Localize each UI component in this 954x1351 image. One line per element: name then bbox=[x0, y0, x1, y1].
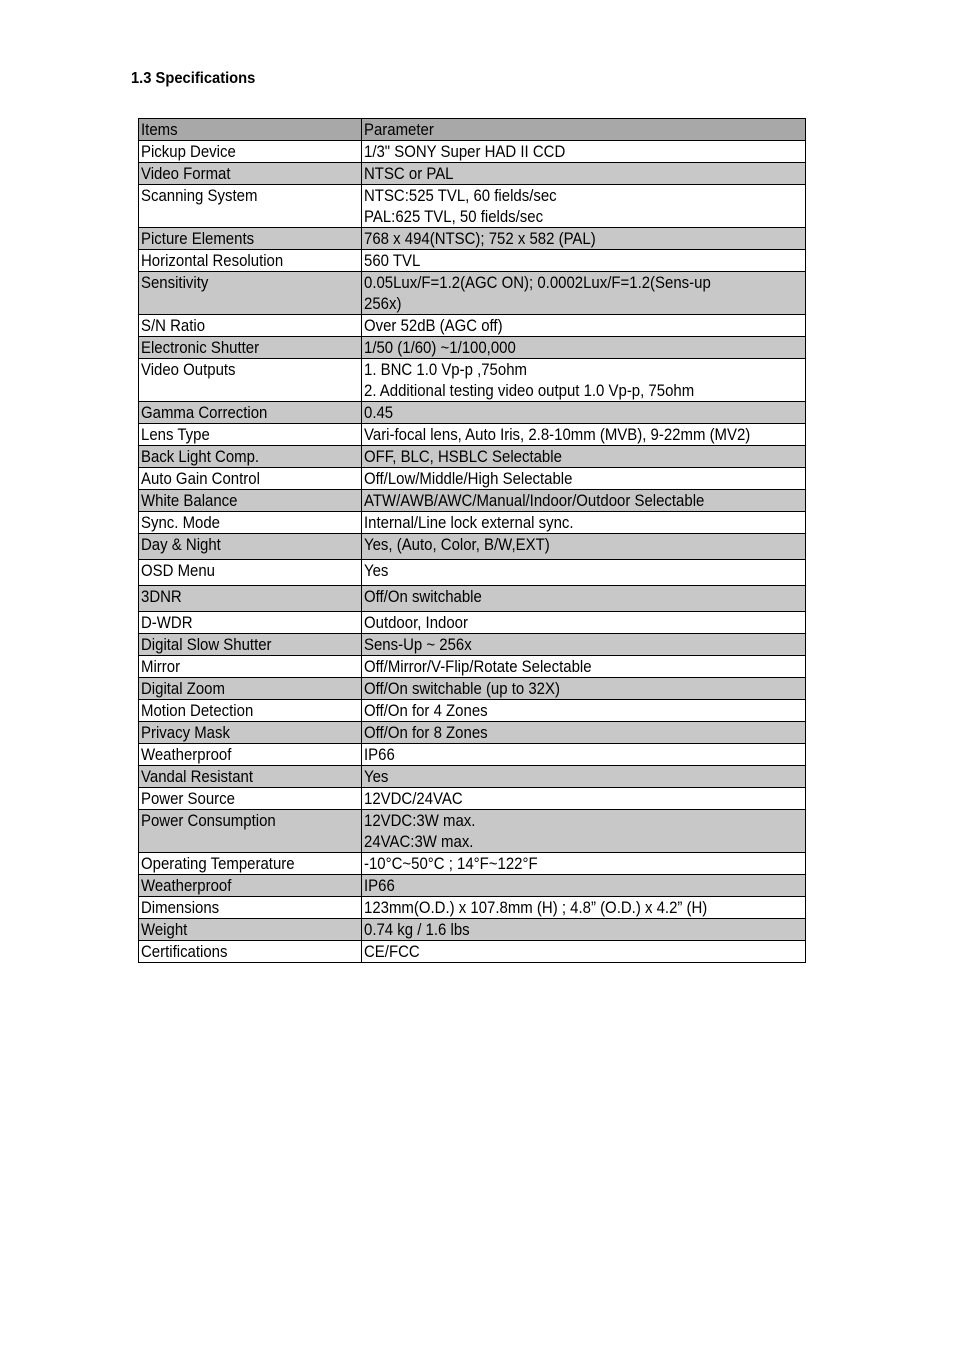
value-cell: ATW/AWB/AWC/Manual/Indoor/Outdoor Selectable bbox=[362, 490, 806, 512]
table-row bbox=[139, 586, 806, 612]
item-cell: Weight bbox=[139, 919, 362, 941]
table-row bbox=[139, 919, 806, 941]
item-cell: Vandal Resistant bbox=[139, 766, 362, 788]
item-cell: OSD Menu bbox=[139, 560, 362, 586]
value-cell: IP66 bbox=[362, 875, 806, 897]
item-cell: Weatherproof bbox=[139, 744, 362, 766]
value-cell: Off/On switchable bbox=[362, 586, 806, 612]
table-row bbox=[139, 560, 806, 586]
value-cell: 123mm(O.D.) x 107.8mm (H) ; 4.8” (O.D.) x 4.2” (H) bbox=[362, 897, 806, 919]
table-row bbox=[139, 468, 806, 490]
item-cell: S/N Ratio bbox=[139, 315, 362, 337]
value-cell: IP66 bbox=[362, 744, 806, 766]
header-parameter: Parameter bbox=[362, 119, 806, 141]
section-title: 1.3 Specifications bbox=[131, 70, 256, 87]
item-cell: Motion Detection bbox=[139, 700, 362, 722]
item-cell: D-WDR bbox=[139, 612, 362, 634]
item-cell: Digital Slow Shutter bbox=[139, 634, 362, 656]
table-row bbox=[139, 250, 806, 272]
value-cell: Vari-focal lens, Auto Iris, 2.8-10mm (MVB), 9-22mm (MV2) bbox=[362, 424, 806, 446]
value-cell: 768 x 494(NTSC); 752 x 582 (PAL) bbox=[362, 228, 806, 250]
item-cell: Privacy Mask bbox=[139, 722, 362, 744]
value-cell: 1/3" SONY Super HAD II CCD bbox=[362, 141, 806, 163]
value-cell: Over 52dB (AGC off) bbox=[362, 315, 806, 337]
item-cell: Gamma Correction bbox=[139, 402, 362, 424]
table-row bbox=[139, 512, 806, 534]
value-cell: 1/50 (1/60) ~1/100,000 bbox=[362, 337, 806, 359]
table-row bbox=[139, 788, 806, 810]
table-row bbox=[139, 897, 806, 919]
item-cell: Certifications bbox=[139, 941, 362, 963]
value-cell: NTSC or PAL bbox=[362, 163, 806, 185]
table-row bbox=[139, 163, 806, 185]
table-row bbox=[139, 941, 806, 963]
value-cell: Sens-Up ~ 256x bbox=[362, 634, 806, 656]
value-cell: 1. BNC 1.0 Vp-p ,75ohm 2. Additional testing video output 1.0 Vp-p, 75ohm bbox=[362, 359, 806, 402]
item-cell: Lens Type bbox=[139, 424, 362, 446]
item-cell: Power Consumption bbox=[139, 810, 362, 853]
table-row bbox=[139, 744, 806, 766]
table-row bbox=[139, 337, 806, 359]
value-cell: Off/On for 4 Zones bbox=[362, 700, 806, 722]
value-cell: Outdoor, Indoor bbox=[362, 612, 806, 634]
value-cell: NTSC:525 TVL, 60 fields/sec PAL:625 TVL, 50 fields/sec bbox=[362, 185, 806, 228]
table-row bbox=[139, 402, 806, 424]
value-cell: 12VDC/24VAC bbox=[362, 788, 806, 810]
item-cell: Mirror bbox=[139, 656, 362, 678]
value-cell: 0.05Lux/F=1.2(AGC ON); 0.0002Lux/F=1.2(Sens-up 256x) bbox=[362, 272, 806, 315]
item-cell: Electronic Shutter bbox=[139, 337, 362, 359]
value-cell: OFF, BLC, HSBLC Selectable bbox=[362, 446, 806, 468]
item-cell: Video Format bbox=[139, 163, 362, 185]
table-row bbox=[139, 272, 806, 315]
value-cell: 12VDC:3W max. 24VAC:3W max. bbox=[362, 810, 806, 853]
table-row bbox=[139, 490, 806, 512]
table-row bbox=[139, 228, 806, 250]
table-row bbox=[139, 359, 806, 402]
item-cell: Sensitivity bbox=[139, 272, 362, 315]
value-cell: 560 TVL bbox=[362, 250, 806, 272]
item-cell: Day & Night bbox=[139, 534, 362, 560]
item-cell: Pickup Device bbox=[139, 141, 362, 163]
table-row bbox=[139, 810, 806, 853]
item-cell: Digital Zoom bbox=[139, 678, 362, 700]
table-row bbox=[139, 722, 806, 744]
value-cell: Off/Low/Middle/High Selectable bbox=[362, 468, 806, 490]
item-cell: Weatherproof bbox=[139, 875, 362, 897]
value-cell: Yes bbox=[362, 766, 806, 788]
item-cell: Picture Elements bbox=[139, 228, 362, 250]
table-row bbox=[139, 534, 806, 560]
table-row bbox=[139, 141, 806, 163]
table-row bbox=[139, 766, 806, 788]
table-row bbox=[139, 700, 806, 722]
table-row bbox=[139, 853, 806, 875]
item-cell: Dimensions bbox=[139, 897, 362, 919]
header-items: Items bbox=[139, 119, 362, 141]
table-row bbox=[139, 634, 806, 656]
table-row bbox=[139, 612, 806, 634]
value-cell: Off/Mirror/V-Flip/Rotate Selectable bbox=[362, 656, 806, 678]
value-cell: Off/On switchable (up to 32X) bbox=[362, 678, 806, 700]
item-cell: Operating Temperature bbox=[139, 853, 362, 875]
value-cell: Yes bbox=[362, 560, 806, 586]
value-cell: CE/FCC bbox=[362, 941, 806, 963]
table-header-row bbox=[139, 119, 806, 141]
item-cell: 3DNR bbox=[139, 586, 362, 612]
value-cell: Yes, (Auto, Color, B/W,EXT) bbox=[362, 534, 806, 560]
table-row bbox=[139, 656, 806, 678]
item-cell: Horizontal Resolution bbox=[139, 250, 362, 272]
table-row bbox=[139, 875, 806, 897]
table-row bbox=[139, 678, 806, 700]
value-cell: 0.74 kg / 1.6 lbs bbox=[362, 919, 806, 941]
item-cell: Sync. Mode bbox=[139, 512, 362, 534]
item-cell: Power Source bbox=[139, 788, 362, 810]
value-cell: Off/On for 8 Zones bbox=[362, 722, 806, 744]
item-cell: Video Outputs bbox=[139, 359, 362, 402]
specifications-table bbox=[138, 118, 806, 963]
value-cell: -10°C~50°C ; 14°F~122°F bbox=[362, 853, 806, 875]
item-cell: Back Light Comp. bbox=[139, 446, 362, 468]
value-cell: Internal/Line lock external sync. bbox=[362, 512, 806, 534]
table-row bbox=[139, 424, 806, 446]
value-cell: 0.45 bbox=[362, 402, 806, 424]
item-cell: White Balance bbox=[139, 490, 362, 512]
table-row bbox=[139, 446, 806, 468]
item-cell: Auto Gain Control bbox=[139, 468, 362, 490]
item-cell: Scanning System bbox=[139, 185, 362, 228]
table-row bbox=[139, 185, 806, 228]
table-row bbox=[139, 315, 806, 337]
